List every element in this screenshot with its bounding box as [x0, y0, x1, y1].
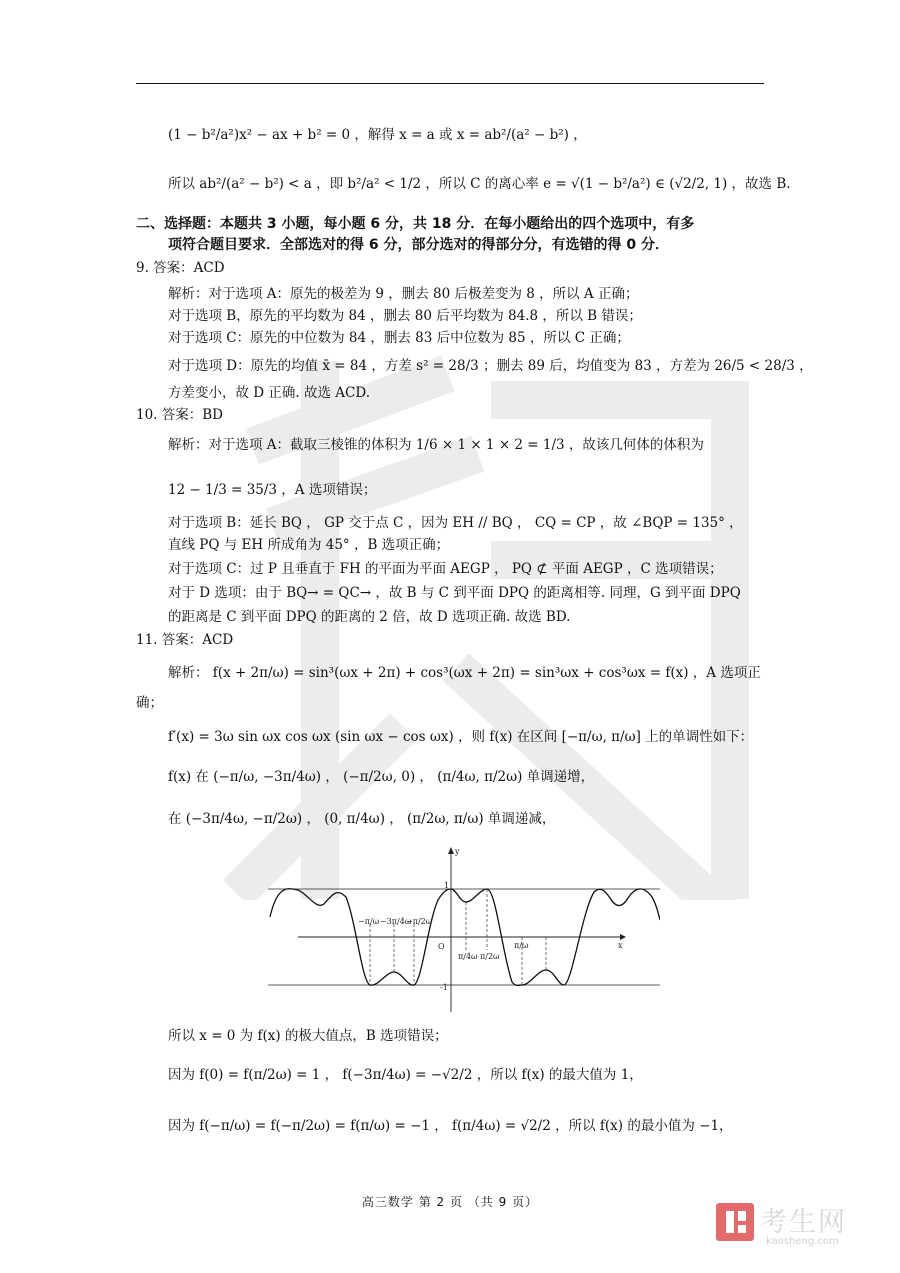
tick-neg-pi: −π/ω	[358, 917, 380, 926]
origin-label: O	[438, 942, 445, 951]
tick-pi2: π/2ω	[480, 952, 500, 961]
text-line: 因为 f(−π/ω) = f(−π/2ω) = f(π/ω) = −1 ， f(π/4ω) = √2/2 ，所以 f(x) 的最小值为 −1，	[168, 1118, 733, 1134]
text-line: 直线 PQ 与 EH 所成角为 45° ，B 选项正确；	[168, 537, 450, 553]
text-line: 方差变小，故 D 正确. 故选 ACD.	[168, 385, 370, 401]
text-line: 在 (−3π/4ω, −π/2ω) ， (0, π/4ω) ， (π/2ω, π/ω) 单调递减，	[168, 811, 556, 827]
section-heading: 二、选择题：本题共 3 小题，每小题 6 分，共 18 分．在每小题给出的四个选项中，有多	[136, 216, 695, 232]
text-line: 12 − 1/3 = 35/3 ，A 选项错误；	[168, 482, 377, 498]
header-rule	[136, 83, 764, 84]
text-line: 因为 f(0) = f(π/2ω) = 1 ， f(−3π/4ω) = −√2/2 ，所以 f(x) 的最大值为 1，	[168, 1067, 643, 1083]
q9-answer: 9. 答案：ACD	[136, 260, 225, 276]
tick-pi4: π/4ω	[458, 952, 478, 961]
tick-neg-pi2: −π/2ω	[406, 917, 433, 926]
y-label: y	[455, 847, 460, 856]
text-line: f(x) 在 (−π/ω, −3π/4ω) ， (−π/2ω, 0) ， (π/4ω, π/2ω) 单调递增，	[168, 769, 595, 785]
text-line: 对于 D 选项：由于 BQ→ = QC→ ，故 B 与 C 到平面 DPQ 的距离相等. 同理，G 到平面 DPQ	[168, 585, 741, 601]
text-line: 所以 ab²/(a² − b²) < a ，即 b²/a² < 1/2 ，所以 C 的离心率 e = √(1 − b²/a²) ∈ (√2/2, 1) ，故选 B.	[168, 176, 791, 192]
brand-url: kaosheng.com	[766, 1236, 839, 1247]
text-line: 对于选项 C：过 P 且垂直于 FH 的平面为平面 AEGP ， PQ ⊄ 平面 AEGP ，C 选项错误；	[168, 561, 723, 577]
x-axis-arrow	[620, 934, 626, 940]
text-line: 解析： f(x + 2π/ω) = sin³(ωx + 2π) + cos³(ωx + 2π) = sin³ωx + cos³ωx = f(x) ，A 选项正	[168, 665, 761, 681]
text-line: 对于选项 C：原先的中位数为 84 ，删去 83 后中位数为 85 ，所以 C 正确；	[168, 330, 630, 346]
x-label: x	[618, 941, 623, 950]
page-footer: 高三数学 第 2 页 （共 9 页）	[361, 1195, 539, 1209]
tick-neg-one: -1	[440, 983, 448, 992]
text-line: 解析：对于选项 A：原先的极差为 9 ，删去 80 后极差变为 8 ，所以 A 正确；	[168, 286, 639, 302]
text-line: 确；	[136, 695, 163, 711]
q10-answer: 10. 答案：BD	[136, 407, 224, 423]
tick-one: 1	[444, 881, 450, 890]
section-heading-cont: 项符合题目要求．全部选对的得 6 分，部分选对的得部分分，有选错的得 0 分．	[168, 237, 669, 253]
text-line: 所以 x = 0 为 f(x) 的极大值点，B 选项错误；	[168, 1028, 448, 1044]
text-line: 对于选项 B：延长 BQ ， GP 交于点 C ，因为 EH // BQ ， CQ = CP ，故 ∠BQP = 135° ，	[168, 515, 743, 531]
function-graph	[268, 842, 660, 1012]
text-line: 解析：对于选项 A：截取三棱锥的体积为 1/6 × 1 × 1 × 2 = 1/3 ，故该几何体的体积为	[168, 437, 704, 453]
text-line: (1 − b²/a²)x² − ax + b² = 0 ，解得 x = a 或 x = ab²/(a² − b²) ，	[168, 127, 587, 143]
y-axis-arrow	[448, 847, 454, 854]
text-line: 对于选项 B，原先的平均数为 84 ，删去 80 后平均数为 84.8 ，所以 B 错误；	[168, 308, 642, 324]
text-line: 对于选项 D：原先的均值 x̄ = 84 ，方差 s² = 28/3 ；删去 89 后，均值变为 83 ，方差为 26/5 < 28/3 ，	[168, 358, 813, 374]
q11-answer: 11. 答案：ACD	[136, 632, 234, 648]
tick-pi: π/ω	[514, 941, 529, 950]
text-line: f′(x) = 3ω sin ωx cos ωx (sin ωx − cos ωx) ，则 f(x) 在区间 [−π/ω, π/ω] 上的单调性如下：	[168, 729, 754, 745]
tick-neg-3pi4: −3π/4ω	[380, 917, 412, 926]
text-line: 的距离是 C 到平面 DPQ 的距离的 2 倍，故 D 选项正确. 故选 BD.	[168, 609, 571, 625]
brand-name: 考生网	[760, 1207, 847, 1238]
